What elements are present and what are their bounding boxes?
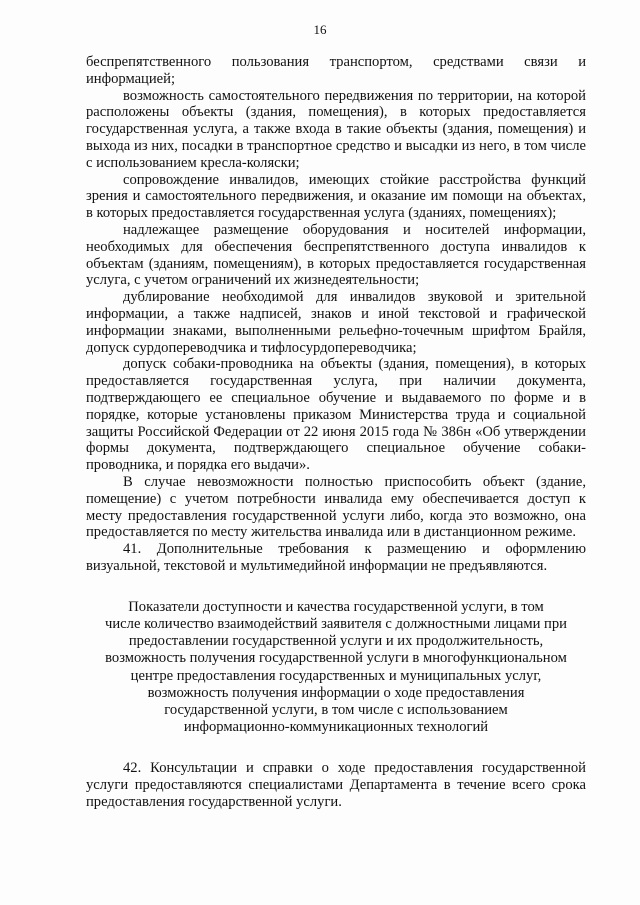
paragraph-item-41: 41. Дополнительные требования к размещению и оформлению визуальной, текстовой и мультимедийной информации не предъявляются. [86,541,586,574]
paragraph-equipment: надлежащее размещение оборудования и носителей информации, необходимых для обеспечения беспрепятственного доступа инвалидов к объектам (зданиям, помещениям), в которых предоставляется государственная услуга, с учетом ограничений их жизнедеятельности; [86,221,586,289]
heading-line: информационно-коммуникационных технологий [183,719,489,736]
document-body [86,54,586,811]
heading-line: государственной услуги, в том числе с использованием [164,701,508,718]
paragraph-mobility: возможность самостоятельного передвижения по территории, на которой расположены объекты (здания, помещения), в которых предоставляется государственная услуга, а также входа в такие объекты (здания, помещения) и выхода из них, посадки в транспортное средство и высадки из него, в том числе с использованием кресла-коляски; [86,87,586,171]
paragraph-escort: сопровождение инвалидов, имеющих стойкие расстройства функций зрения и самостоятельного передвижения, и оказание им помощи на объектах, в которых предоставляется государственная услуга (зданиях, помещениях); [86,171,586,222]
heading-line: числе количество взаимодействий заявителя с должностными лицами при [105,615,567,632]
heading-line: возможность получения информации о ходе предоставления [147,684,525,701]
paragraph-transport: беспрепятственного пользования транспортом, средствами связи и информацией; [86,54,586,87]
paragraph-guide-dog: допуск собаки-проводника на объекты (здания, помещения), в которых предоставляется государственная услуга, при наличии документа, подтверждающего ее специальное обучение и выдаваемого по форме и в порядке, которые установлены приказом Министерства труда и социальной защиты Российской Федерации от 22 июня 2015 года № 386н «Об утверждении формы документа, подтверждающего специальное обучение собаки-проводника, и порядка его выдачи». [86,356,586,474]
paragraph-braille: дублирование необходимой для инвалидов звуковой и зрительной информации, а также надписей, знаков и иной текстовой и графической информации знаками, выполненными рельефно-точечным шрифтом Брайля, допуск сурдопереводчика и тифлосурдопереводчика; [86,289,586,356]
heading-line: центре предоставления государственных и муниципальных услуг, [130,667,542,684]
paragraph-remote-access: В случае невозможности полностью приспособить объект (здание, помещение) с учетом потребности инвалида ему обеспечивается доступ к месту предоставления государственной услуги либо, когда это возможно, она предоставляется по месту жительства инвалида или в дистанционном режиме. [86,473,586,541]
section-heading [86,599,586,737]
page-number: 16 [313,22,327,37]
heading-line: возможность получения государственной услуги в многофункциональном [105,650,567,667]
paragraph-item-42: 42. Консультации и справки о ходе предоставления государственной услуги предоставляются специалистами Департамента в течение всего срока предоставления государственной услуги. [86,760,586,810]
heading-line: предоставлении государственной услуги и их продолжительность, [128,633,544,650]
heading-line: Показатели доступности и качества государственной услуги, в том [128,598,544,615]
